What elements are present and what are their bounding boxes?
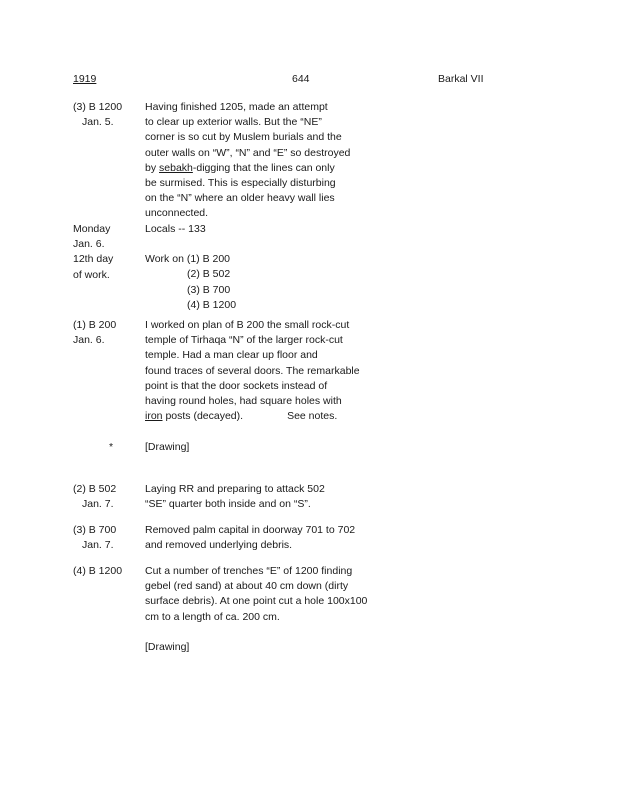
iron-term: iron xyxy=(145,410,163,423)
drawing-placeholder: [Drawing] xyxy=(145,640,190,653)
header-site: Barkal VII xyxy=(438,73,484,85)
entry-label xyxy=(73,440,143,455)
header-page-number: 644 xyxy=(292,73,310,85)
see-notes: See notes. xyxy=(287,410,338,423)
asterisk: * xyxy=(109,441,114,453)
entry-text: Removed palm capital in doorway 701 to 702 and removed underlying debris. xyxy=(145,524,356,552)
entry-text xyxy=(145,440,189,455)
entry-text: I worked on plan of B 200 the small rock-cut temple of Tirhaqa “N” of the larger rock-cut temple. Had a man clear up floor and found traces of several doors. The remarkable point is that the door sockets instead of having round holes, had square holes with iron posts (decayed). See notes. xyxy=(145,318,360,424)
sebakh-term: sebakh xyxy=(159,161,193,174)
entry-label: (2) B 502 Jan. 7. xyxy=(73,483,117,511)
entry-label: (3) B 700 Jan. 7. xyxy=(73,524,117,552)
entry-text: Having finished 1205, made an attempt to clear up exterior walls. But the “NE” corner is so cut by Muslem burials and the outer walls on “W”, “N” and “E” so destroyed by sebakh-digging that the lines can only be surmised. This is especially disturbing on the “N” where an older heavy wall lies unconnected. xyxy=(145,101,351,220)
drawing-placeholder: [Drawing] xyxy=(145,441,190,453)
entry-label: (1) B 200 Jan. 6. xyxy=(73,319,117,347)
entry-label: (4) B 1200 xyxy=(73,565,123,577)
entry-text: Cut a number of trenches “E” of 1200 finding gebel (red sand) at about 40 cm down (dirty surface debris). At one point cut a hole 100x100 cm to a length of ca. 200 cm. [Drawing] xyxy=(145,564,367,655)
entry-label: (3) B 1200 Jan. 5. xyxy=(73,101,123,129)
entry-text: Locals -- 133 Work on (1) B 200 (2) B 502 (3) B 700 (4) B 1200 xyxy=(145,223,237,311)
entry-text: Laying RR and preparing to attack 502 “SE” quarter both inside and on “S”. xyxy=(145,483,325,511)
header-year: 1919 xyxy=(73,73,97,85)
entry-label: Monday Jan. 6. 12th day of work. xyxy=(73,223,114,281)
